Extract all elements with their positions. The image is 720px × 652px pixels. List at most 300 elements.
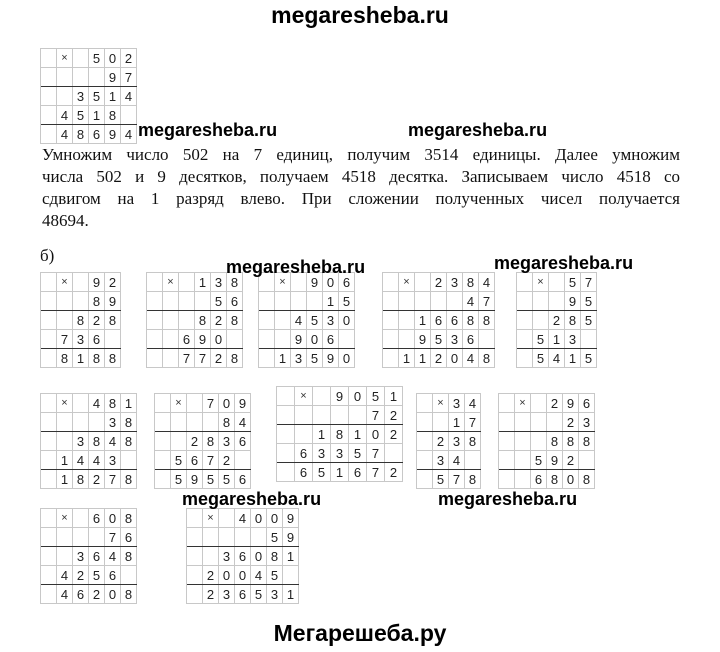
sum-line [41,86,137,87]
digit-cell: 8 [121,585,137,604]
digit-cell: 6 [531,470,547,489]
digit-cell: 9 [307,273,323,292]
digit-cell [57,87,73,106]
digit-cell: 3 [579,413,595,432]
digit-cell [579,451,595,470]
times-sign: × [171,394,187,413]
digit-cell: 8 [195,311,211,330]
digit-cell [57,413,73,432]
digit-cell: 8 [565,311,581,330]
times-sign: × [275,273,291,292]
digit-cell: 9 [235,394,251,413]
digit-cell [41,394,57,413]
digit-cell: 9 [547,451,563,470]
digit-cell [399,330,415,349]
digit-cell: 5 [307,349,323,368]
digit-cell: 1 [57,470,73,489]
digit-cell: 1 [349,425,367,444]
digit-cell: 8 [267,547,283,566]
digit-cell: 2 [203,585,219,604]
digit-cell [235,451,251,470]
digit-cell [417,432,433,451]
digit-cell: 2 [105,273,121,292]
sum-line [147,310,243,311]
multiplication-grid [276,386,403,482]
digit-cell: 5 [349,444,367,463]
digit-cell: 2 [211,349,227,368]
digit-cell [163,292,179,311]
digit-cell: 6 [463,330,479,349]
sum-line [41,124,137,125]
digit-cell: 5 [433,470,449,489]
digit-cell [235,528,251,547]
digit-cell: 5 [581,311,597,330]
digit-cell [331,406,349,425]
digit-cell: 3 [105,413,121,432]
digit-cell: 5 [267,528,283,547]
digit-cell: 8 [579,470,595,489]
watermark-header: megaresheba.ru [271,2,449,28]
digit-cell: 3 [105,451,121,470]
digit-cell: 8 [121,413,137,432]
digit-cell: 8 [465,470,481,489]
digit-cell [307,292,323,311]
digit-cell: 4 [291,311,307,330]
sum-line [41,310,121,311]
digit-cell: 7 [367,463,385,482]
digit-cell [383,311,399,330]
digit-cell: 9 [195,330,211,349]
digit-cell: 1 [565,349,581,368]
digit-cell [277,387,295,406]
digit-cell: 5 [73,106,89,125]
digit-cell: 5 [219,470,235,489]
digit-cell [41,566,57,585]
digit-cell [89,413,105,432]
digit-cell: 3 [73,547,89,566]
digit-cell [73,413,89,432]
digit-cell [73,394,89,413]
digit-cell: 6 [431,311,447,330]
digit-cell [41,585,57,604]
digit-cell: 2 [385,406,403,425]
digit-cell: 1 [323,292,339,311]
digit-cell: 0 [307,330,323,349]
digit-cell: 2 [433,432,449,451]
digit-cell: 0 [219,394,235,413]
digit-cell: 9 [563,394,579,413]
digit-cell: 3 [73,432,89,451]
digit-cell: 0 [251,509,267,528]
digit-cell: 5 [171,470,187,489]
digit-cell [531,413,547,432]
digit-cell: 4 [465,394,481,413]
digit-cell: 1 [449,413,465,432]
digit-cell [41,451,57,470]
digit-cell: 3 [211,273,227,292]
digit-cell: 8 [579,432,595,451]
sum-line [41,348,121,349]
digit-cell [531,394,547,413]
multiplication-grid [416,393,481,489]
digit-cell: 3 [291,349,307,368]
digit-cell: 2 [89,470,105,489]
digit-cell [499,451,515,470]
digit-cell: 3 [73,330,89,349]
digit-cell: 0 [105,49,121,68]
digit-cell [399,292,415,311]
digit-cell: 0 [105,509,121,528]
digit-cell: 1 [385,387,403,406]
watermark-mid: megaresheba.ru [438,489,578,509]
digit-cell [515,470,531,489]
digit-cell: 8 [105,311,121,330]
digit-cell [259,330,275,349]
digit-cell [41,330,57,349]
digit-cell: 8 [465,432,481,451]
digit-cell [275,311,291,330]
digit-cell: 9 [415,330,431,349]
digit-cell: 6 [235,585,251,604]
digit-cell: 7 [105,470,121,489]
digit-cell: 0 [563,470,579,489]
digit-cell [291,292,307,311]
digit-cell [415,273,431,292]
digit-cell: 2 [385,425,403,444]
digit-cell: 5 [431,330,447,349]
digit-cell: 4 [463,349,479,368]
digit-cell: 9 [565,292,581,311]
digit-cell [277,406,295,425]
digit-cell: 8 [105,106,121,125]
digit-cell [147,311,163,330]
digit-cell [147,349,163,368]
digit-cell [517,311,533,330]
digit-cell: 6 [89,547,105,566]
digit-cell [517,349,533,368]
times-sign: × [533,273,549,292]
digit-cell [147,273,163,292]
digit-cell [163,330,179,349]
digit-cell [581,330,597,349]
digit-cell: 8 [331,425,349,444]
digit-cell: 1 [415,311,431,330]
digit-cell: 0 [211,330,227,349]
digit-cell: 0 [323,273,339,292]
digit-cell: 3 [449,432,465,451]
digit-cell: 1 [195,273,211,292]
sum-line [41,584,137,585]
digit-cell: 3 [447,330,463,349]
digit-cell: 8 [227,349,243,368]
digit-cell [203,413,219,432]
digit-cell [73,509,89,528]
digit-cell [41,528,57,547]
watermark-mid: megaresheba.ru [138,120,278,140]
digit-cell [57,292,73,311]
multiplication-grid [40,508,137,604]
digit-cell: 6 [579,394,595,413]
digit-cell [549,292,565,311]
digit-cell [41,87,57,106]
sum-line [187,584,299,585]
digit-cell: 4 [479,273,495,292]
digit-cell [517,330,533,349]
digit-cell [73,273,89,292]
digit-cell: 5 [533,349,549,368]
digit-cell: 8 [89,432,105,451]
digit-cell [187,509,203,528]
sum-line [41,431,137,432]
digit-cell [147,292,163,311]
digit-cell: 6 [235,470,251,489]
digit-cell: 1 [89,106,105,125]
digit-cell: 7 [465,413,481,432]
digit-cell: 5 [89,566,105,585]
multiplication-grid [498,393,595,489]
digit-cell: 0 [105,585,121,604]
digit-cell [121,106,137,125]
digit-cell [163,311,179,330]
watermark-mid: megaresheba.ru [182,489,322,509]
digit-cell [155,413,171,432]
digit-cell: 5 [339,292,355,311]
digit-cell [283,566,299,585]
digit-cell: 2 [563,451,579,470]
digit-cell: 6 [121,528,137,547]
digit-cell [187,413,203,432]
digit-cell: 1 [105,87,121,106]
paragraph-line: 48694. [42,211,89,230]
digit-cell: 2 [203,566,219,585]
digit-cell [417,451,433,470]
digit-cell: 5 [251,585,267,604]
digit-cell: 7 [581,273,597,292]
digit-cell: 6 [73,585,89,604]
digit-cell [499,470,515,489]
digit-cell: 2 [219,451,235,470]
digit-cell: 5 [581,292,597,311]
digit-cell: 8 [479,349,495,368]
times-sign: × [515,394,531,413]
digit-cell: 1 [73,349,89,368]
digit-cell: 5 [89,49,105,68]
sum-line [383,310,495,311]
sum-line [417,469,481,470]
digit-cell: 8 [203,432,219,451]
digit-cell: 2 [431,349,447,368]
multiplication-grid [382,272,495,368]
digit-cell: 6 [235,547,251,566]
times-sign: × [399,273,415,292]
watermark-mid: megaresheba.ru [408,120,548,140]
digit-cell: 9 [283,528,299,547]
sum-line [417,431,481,432]
digit-cell: 2 [89,585,105,604]
digit-cell: 2 [385,463,403,482]
digit-cell [73,528,89,547]
digit-cell [41,509,57,528]
digit-cell [155,394,171,413]
digit-cell [41,349,57,368]
digit-cell [547,413,563,432]
digit-cell: 4 [235,509,251,528]
sum-line [277,424,403,425]
digit-cell [105,330,121,349]
digit-cell: 8 [105,349,121,368]
digit-cell: 8 [89,292,105,311]
digit-cell: 4 [251,566,267,585]
digit-cell: 2 [549,311,565,330]
digit-cell [73,49,89,68]
digit-cell [57,68,73,87]
digit-cell [259,311,275,330]
digit-cell: 9 [105,292,121,311]
digit-cell [349,406,367,425]
watermark-footer: Мегарешеба.ру [273,620,447,646]
digit-cell: 8 [105,394,121,413]
times-sign: × [433,394,449,413]
digit-cell [41,547,57,566]
digit-cell: 7 [479,292,495,311]
digit-cell [41,470,57,489]
digit-cell [179,273,195,292]
digit-cell: 7 [105,528,121,547]
digit-cell: 1 [399,349,415,368]
digit-cell [313,387,331,406]
digit-cell: 4 [549,349,565,368]
digit-cell [187,566,203,585]
digit-cell: 1 [415,349,431,368]
sum-line [499,431,595,432]
digit-cell [121,451,137,470]
digit-cell [187,547,203,566]
digit-cell: 0 [251,547,267,566]
digit-cell [187,528,203,547]
digit-cell [73,292,89,311]
digit-cell [187,394,203,413]
digit-cell [259,292,275,311]
digit-cell: 6 [295,463,313,482]
digit-cell: 0 [235,566,251,585]
digit-cell [383,330,399,349]
sum-line [155,431,251,432]
digit-cell: 4 [463,292,479,311]
times-sign: × [57,394,73,413]
digit-cell: 2 [547,394,563,413]
digit-cell: 4 [105,547,121,566]
digit-cell: 8 [89,349,105,368]
digit-cell: 9 [105,68,121,87]
digit-cell [195,292,211,311]
digit-cell: 0 [447,349,463,368]
digit-cell: 2 [187,432,203,451]
times-sign: × [57,509,73,528]
digit-cell: 6 [349,463,367,482]
digit-cell [383,273,399,292]
paragraph-line: сдвигом на 1 разряд влево. При сложении полученных чисел получается [42,189,680,208]
paragraph-line: Умножим число 502 на 7 единиц, получим 3514 единицы. Далее умножим [42,145,680,164]
digit-cell: 2 [121,49,137,68]
digit-cell: 0 [339,349,355,368]
section-label: б) [40,246,55,265]
digit-cell: 9 [283,509,299,528]
digit-cell: 4 [89,394,105,413]
digit-cell: 5 [533,330,549,349]
times-sign: × [295,387,313,406]
sum-line [187,546,299,547]
digit-cell: 7 [203,451,219,470]
times-sign: × [203,509,219,528]
digit-cell: 5 [313,463,331,482]
digit-cell [41,68,57,87]
digit-cell: 3 [449,394,465,413]
digit-cell: 8 [227,273,243,292]
digit-cell: 7 [203,394,219,413]
digit-cell: 3 [313,444,331,463]
digit-cell: 1 [283,585,299,604]
digit-cell: 4 [121,87,137,106]
digit-cell [433,413,449,432]
digit-cell: 9 [187,470,203,489]
digit-cell [41,49,57,68]
digit-cell [57,528,73,547]
digit-cell: 5 [211,292,227,311]
digit-cell: 8 [121,432,137,451]
digit-cell: 6 [89,330,105,349]
sum-line [499,469,595,470]
digit-cell [171,432,187,451]
digit-cell: 3 [323,311,339,330]
digit-cell: 6 [235,432,251,451]
digit-cell [187,585,203,604]
digit-cell: 6 [323,330,339,349]
digit-cell [57,311,73,330]
digit-cell: 8 [73,470,89,489]
digit-cell: 4 [57,106,73,125]
digit-cell [41,432,57,451]
digit-cell: 9 [89,273,105,292]
digit-cell [73,68,89,87]
digit-cell: 4 [449,451,465,470]
digit-cell [517,273,533,292]
sum-line [259,310,355,311]
digit-cell [163,349,179,368]
digit-cell [227,330,243,349]
digit-cell: 8 [219,413,235,432]
digit-cell [447,292,463,311]
digit-cell [531,432,547,451]
digit-cell: 3 [73,87,89,106]
digit-cell [41,292,57,311]
digit-cell: 9 [331,387,349,406]
digit-cell [57,547,73,566]
digit-cell [89,68,105,87]
digit-cell: 8 [463,311,479,330]
digit-cell [295,406,313,425]
digit-cell [399,311,415,330]
digit-cell: 0 [339,311,355,330]
digit-cell: 2 [563,413,579,432]
digit-cell [499,432,515,451]
digit-cell: 3 [267,585,283,604]
digit-cell: 4 [57,125,73,144]
multiplication-grid [258,272,355,368]
times-sign: × [57,49,73,68]
digit-cell: 0 [219,566,235,585]
digit-cell: 6 [89,125,105,144]
digit-cell [383,292,399,311]
